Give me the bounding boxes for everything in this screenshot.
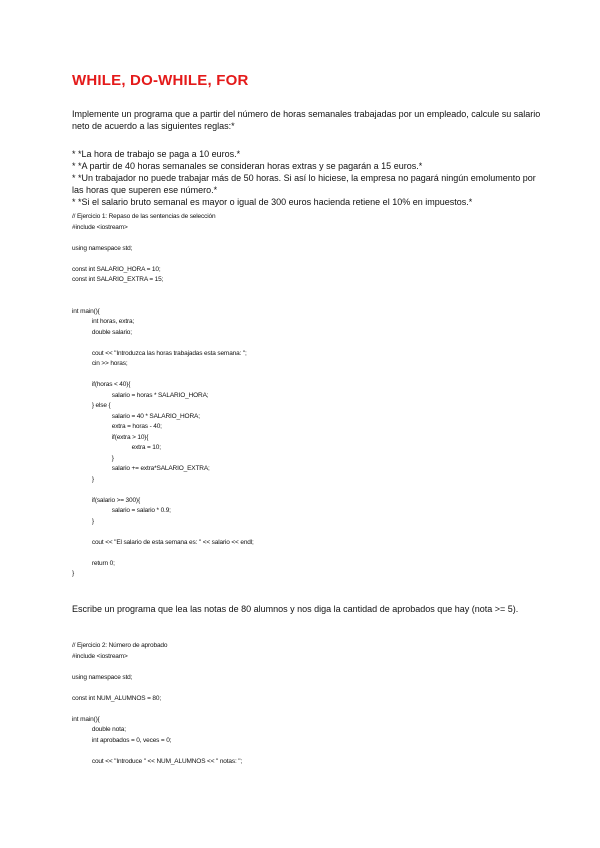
code-line <box>72 254 542 265</box>
code-line: cin >> horas; <box>72 360 128 367</box>
code-line: extra = 10; <box>72 444 161 451</box>
code-line: double nota; <box>72 726 126 733</box>
rules-list <box>72 148 542 208</box>
code-line <box>72 485 542 496</box>
code-line: salario = 40 * SALARIO_HORA; <box>72 412 200 420</box>
code-line <box>72 296 542 307</box>
code-line: } else { <box>72 402 111 409</box>
code-line: using namespace std; <box>72 673 133 681</box>
code-line: } <box>72 475 94 483</box>
code-line <box>72 338 542 349</box>
code-line: int horas, extra; <box>72 318 135 325</box>
code-line: } <box>72 517 94 525</box>
code-line: // Ejercicio 1: Repaso de las sentencias de selección <box>72 213 216 220</box>
code-line <box>72 370 542 381</box>
code-block-exercise-1 <box>72 212 542 580</box>
code-line: extra = horas - 40; <box>72 423 162 430</box>
code-line: int main(){ <box>72 307 100 315</box>
code-line <box>72 662 542 673</box>
code-line <box>72 548 542 559</box>
code-line <box>72 233 542 244</box>
code-line: using namespace std; <box>72 244 133 252</box>
code-block-exercise-2 <box>72 641 542 767</box>
code-line: #include <iostream> <box>72 652 128 660</box>
rule-item: * *La hora de trabajo se paga a 10 euros.* <box>72 149 241 159</box>
code-line: // Ejercicio 2: Número de aprobado <box>72 642 168 649</box>
code-line: int main(){ <box>72 715 100 723</box>
code-line: } <box>72 454 114 462</box>
code-line <box>72 286 542 297</box>
code-line: cout << "Introduce " << NUM_ALUMNOS << " notas: "; <box>72 757 243 765</box>
code-line: salario = horas * SALARIO_HORA; <box>72 391 209 399</box>
code-line: return 0; <box>72 559 115 567</box>
code-line <box>72 683 542 694</box>
code-line <box>72 704 542 715</box>
rule-item: * *A partir de 40 horas semanales se consideran horas extras y se pagarán a 15 euros.* <box>72 161 423 171</box>
rule-item: * *Si el salario bruto semanal es mayor o igual de 300 euros hacienda retiene el 10% en impuestos.* <box>72 197 473 207</box>
code-line: salario = salario * 0.9; <box>72 507 171 514</box>
code-line: if(extra > 10){ <box>72 433 149 441</box>
code-line: cout << "Introduzca las horas trabajadas esta semana: "; <box>72 349 247 357</box>
code-line: double salario; <box>72 328 132 336</box>
code-line: if(salario >= 300){ <box>72 496 140 504</box>
code-line: cout << "El salario de esta semana es: " << salario << endl; <box>72 538 254 546</box>
rule-item: * *Un trabajador no puede trabajar más de 50 horas. Si así lo hiciese, la empresa no pagará ningún emolumento por las horas que superen ese número.* <box>72 173 536 195</box>
code-line <box>72 527 542 538</box>
code-line <box>72 746 542 757</box>
intro-paragraph: Implemente un programa que a partir del número de horas semanales trabajadas por un empleado, calcule su salario neto de acuerdo a las siguientes reglas:* <box>72 109 541 131</box>
code-line: const int NUM_ALUMNOS = 80; <box>72 694 161 702</box>
code-line: salario += extra*SALARIO_EXTRA; <box>72 465 210 472</box>
code-line: if(horas < 40){ <box>72 381 131 388</box>
code-line: #include <iostream> <box>72 223 128 231</box>
code-line: const int SALARIO_EXTRA = 15; <box>72 276 164 283</box>
code-line: const int SALARIO_HORA = 10; <box>72 265 161 273</box>
second-task-paragraph: Escribe un programa que lea las notas de 80 alumnos y nos diga la cantidad de aprobados que hay (nota >= 5). <box>72 604 519 614</box>
code-line: int aprobados = 0, veces = 0; <box>72 736 172 744</box>
document-title: WHILE, DO-WHILE, FOR <box>72 72 249 89</box>
code-line: } <box>72 570 75 577</box>
